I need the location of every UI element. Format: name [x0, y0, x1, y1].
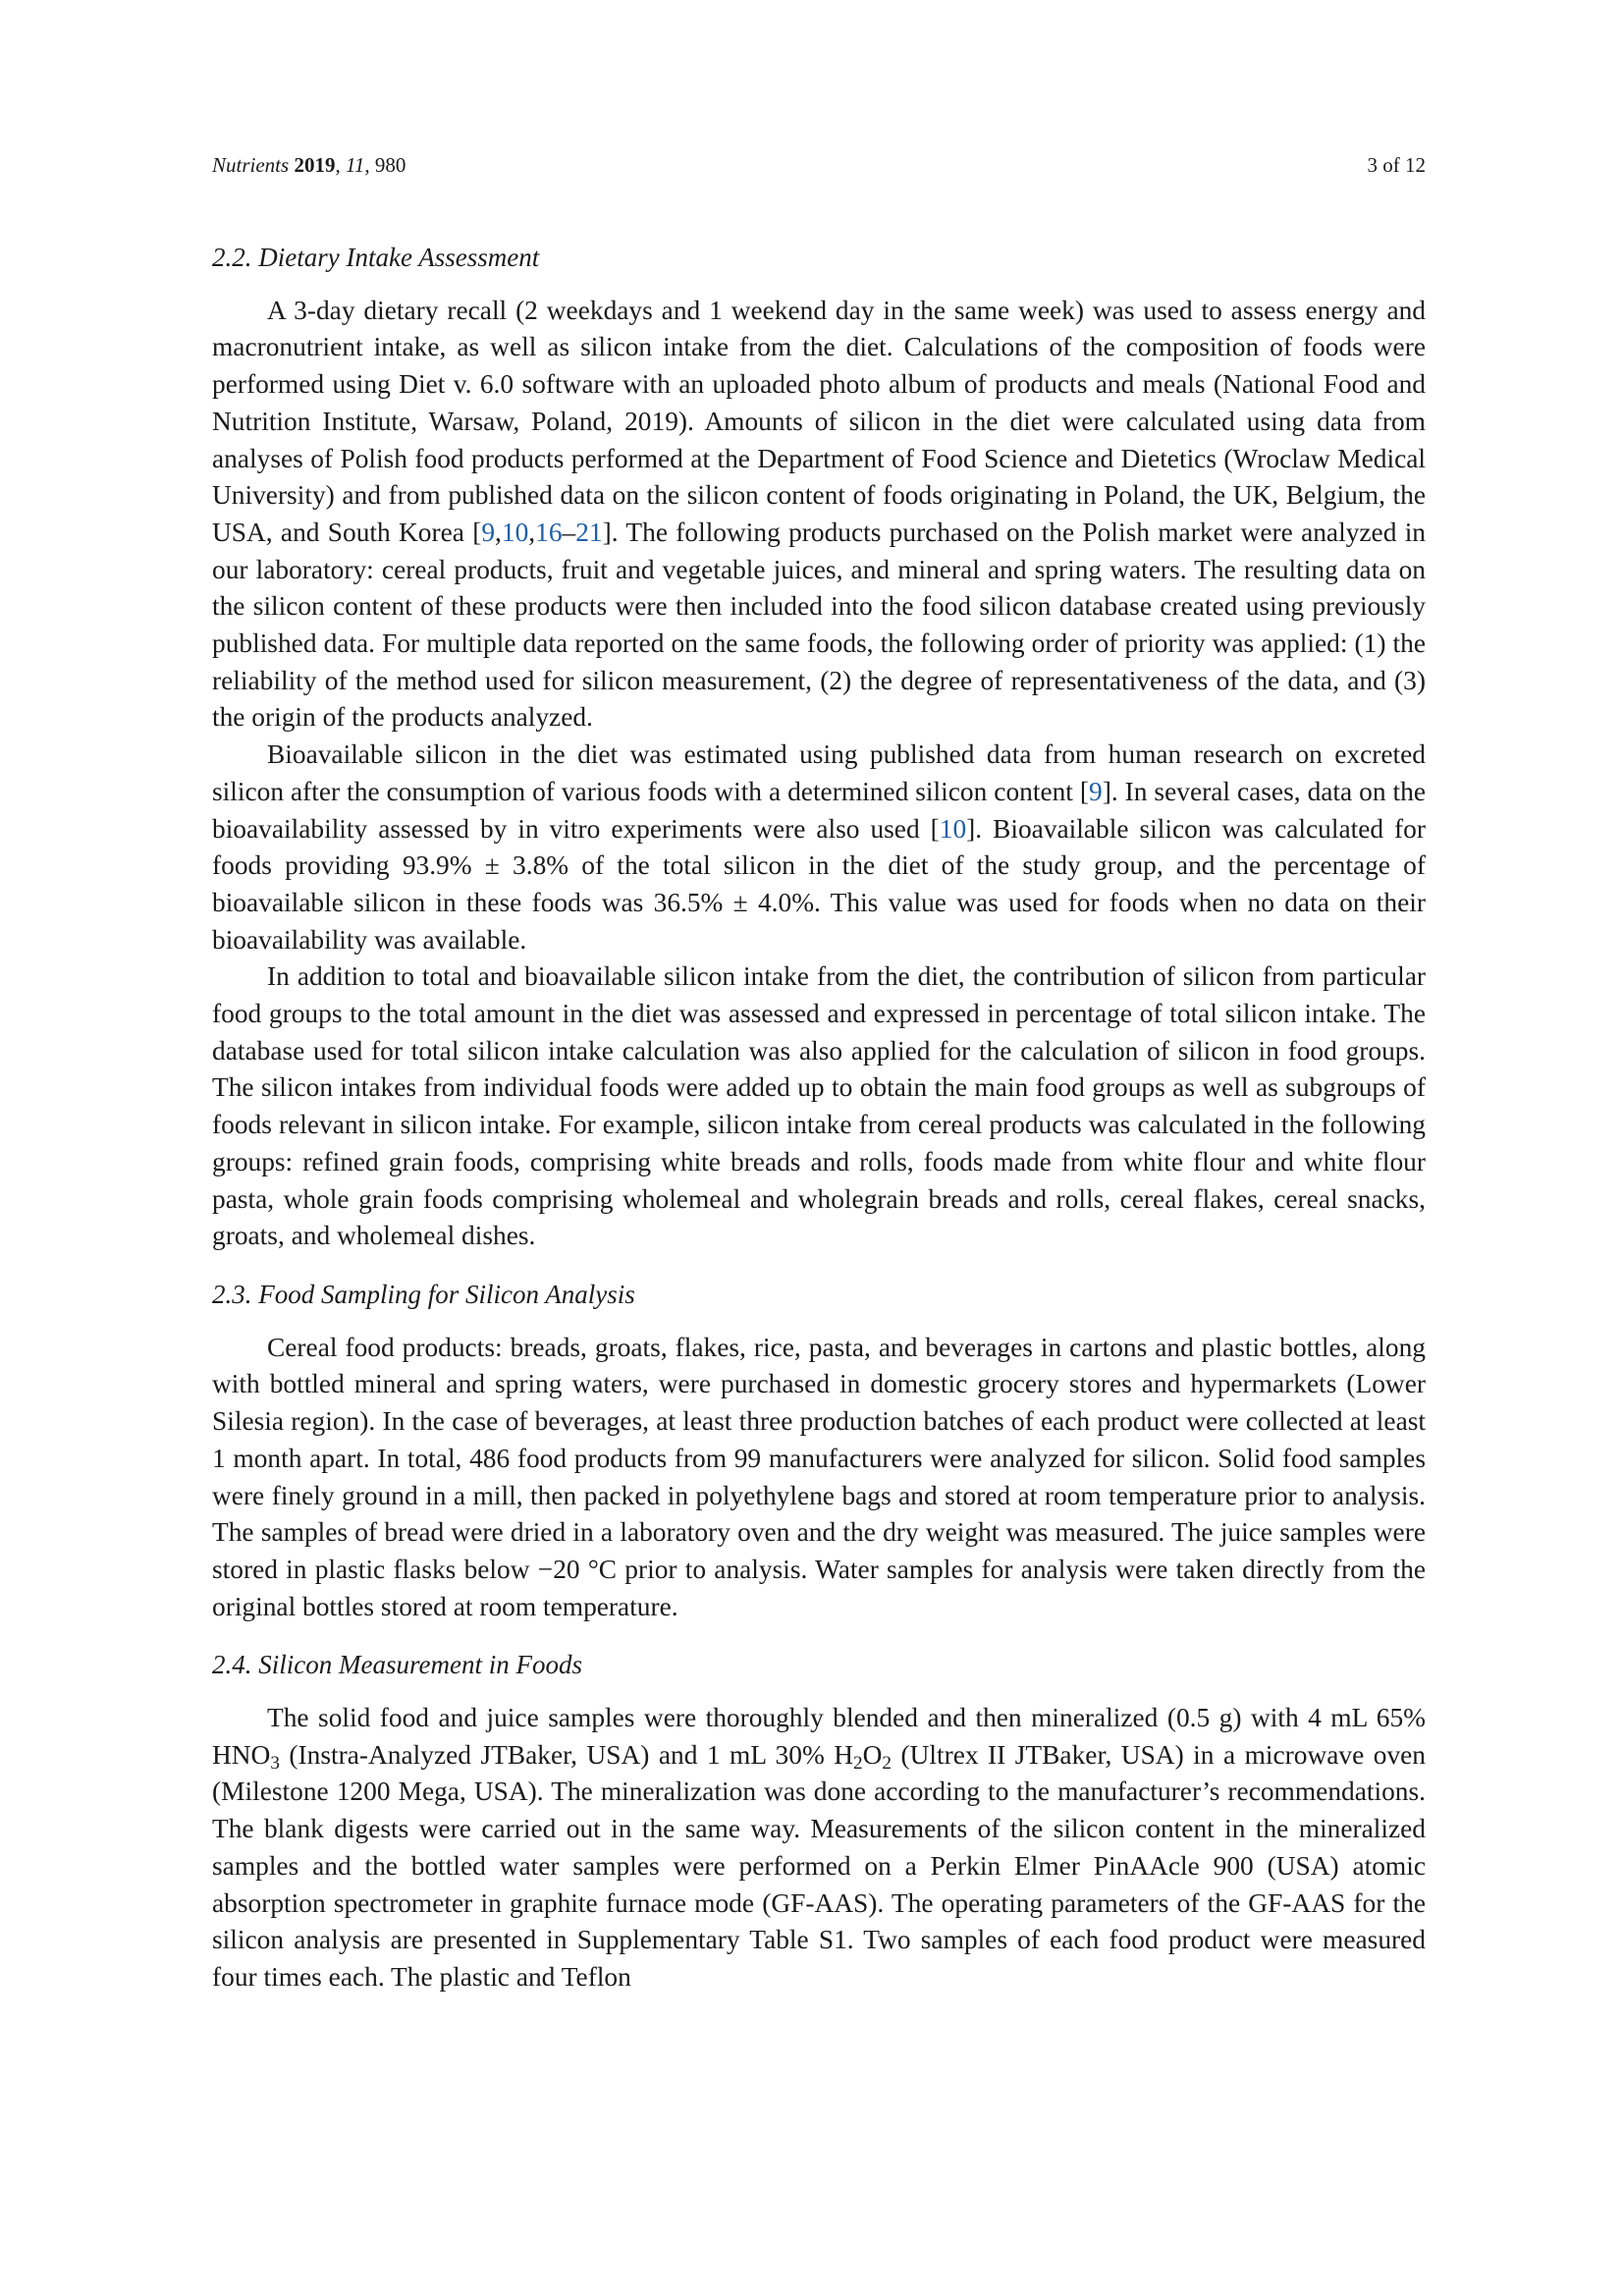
citation-link[interactable]: 10	[939, 813, 967, 844]
section-heading-2-4: 2.4. Silicon Measurement in Foods	[212, 1650, 582, 1680]
citation-link[interactable]: 21	[575, 517, 603, 547]
text-run: The solid food and juice samples were thoroughly blended and then mineralized (0.5 g) with 4 mL 65% HNO	[212, 1703, 1426, 1770]
text-run: A 3-day dietary recall (2 weekdays and 1 weekend day in the same week) was used to assess energy and macronutrient intake, as well as silicon intake from the diet. Calculations of the composition of foods were performed using Diet v. 6.0 software with an uploaded photo album of products and meals (National Food and Nutrition Institute, Warsaw, Poland, 2019). Amounts of silicon in the diet were calculated using data from analyses of Polish food products performed at the Department of Food Science and Dietetics (Wroclaw Medical University) and from published data on the silicon content of foods originating in Poland, the UK, Belgium, the USA, and South Korea [	[212, 295, 1426, 547]
text-run: O	[862, 1739, 883, 1770]
journal-year: 2019	[294, 153, 336, 177]
section-heading-2-3: 2.3. Food Sampling for Silicon Analysis	[212, 1279, 635, 1309]
section-heading-2-2: 2.2. Dietary Intake Assessment	[212, 243, 540, 272]
journal-citation: Nutrients 2019, 11, 980	[212, 153, 406, 177]
text-run: ]. Bioavailable silicon was calculated for foods providing 93.9% ± 3.8% of the total silicon in the diet of the study group, and the percentage of bioavailable silicon in these foods was 36.5% ± 4.0%. This value was used for foods when no data on their bioavailability was available.	[212, 813, 1426, 955]
subscript: 2	[882, 1752, 892, 1774]
subscript: 2	[853, 1752, 863, 1774]
text-run: ]. The following products purchased on the Polish market were analyzed in our laboratory: cereal products, fruit and vegetable juices, and mineral and spring waters. The resulting data on the silicon content of these products were then included into the food silicon database created using previously published data. For multiple data reported on the same foods, the following order of priority was applied: (1) the reliability of the method used for silicon measurement, (2) the degree of representativeness of the data, and (3) the origin of the products analyzed.	[212, 517, 1427, 733]
citation-link[interactable]: 9	[1089, 776, 1103, 806]
text-run: (Instra-Analyzed JTBaker, USA) and 1 mL 30% H	[279, 1739, 854, 1770]
page-body	[212, 240, 1426, 1996]
text-run: (Ultrex II JTBaker, USA) in a microwave oven (Milestone 1200 Mega, USA). The mineralization was done according to the manufacturer’s recommendations. The blank digests were carried out in the same way. Measurements of the silicon content in the mineralized samples and the bottled water samples were performed on a Perkin Elmer PinAAcle 900 (USA) atomic absorption spectrometer in graphite furnace mode (GF-AAS). The operating parameters of the GF-AAS for the silicon analysis are presented in Supplementary Table S1. Two samples of each food product were measured four times each. The plastic and Teflon	[212, 1739, 1427, 1992]
subscript: 3	[270, 1752, 280, 1774]
running-header	[212, 150, 1426, 180]
journal-article: 980	[374, 153, 406, 177]
journal-name: Nutrients	[212, 153, 290, 177]
paragraph	[212, 737, 1426, 958]
journal-volume: 11	[345, 153, 365, 177]
citation-link[interactable]: 9	[481, 517, 496, 547]
page-number: 3 of 12	[1367, 153, 1426, 177]
citation-link[interactable]: 10	[501, 517, 529, 547]
citation-link[interactable]: 16	[535, 517, 563, 547]
text-run: ]. In several cases, data on the bioavailability assessed by in vitro experiments were also used [	[212, 776, 1426, 844]
paragraph	[212, 1700, 1426, 1996]
paragraph: Cereal food products: breads, groats, flakes, rice, pasta, and beverages in cartons and plastic bottles, along with bottled mineral and spring waters, were purchased in domestic grocery stores and hypermarkets (Lower Silesia region). In the case of beverages, at least three production batches of each product were collected at least 1 month apart. In total, 486 food products from 99 manufacturers were analyzed for silicon. Solid food samples were finely ground in a mill, then packed in polyethylene bags and stored at room temperature prior to analysis. The samples of bread were dried in a laboratory oven and the dry weight was measured. The juice samples were stored in plastic flasks below −20 °C prior to analysis. Water samples for analysis were taken directly from the original bottles stored at room temperature.	[212, 1332, 1426, 1621]
paragraph: A 3-day dietary recall (2 weekdays and 1 weekend day in the same week) was used to assess energy and macronutrient intake, as well as silicon intake from the diet. Calculations of the composition of foods were performed using Diet v. 6.0 software with an uploaded photo album of products and meals (National Food and Nutrition Institute, Warsaw, Poland, 2019). Amounts of silicon in the diet were calculated using data from analyses of Polish food products performed at the Department of Food Science and Dietetics (Wroclaw Medical University) and from published data on the silicon content of foods originating in Poland, the UK, Belgium, the USA, and South Korea [9,10,16–21]. The following products purchased on the Polish market were analyzed in our laboratory: cereal products, fruit and vegetable juices, and mineral and spring waters. The resulting data on the silicon content of these products were then included into the food silicon database created using previously published data. For multiple data reported on the same foods, the following order of priority was applied: (1) the reliability of the method used for silicon measurement, (2) the degree of representativeness of the data, and (3) the origin of the products analyzed.	[212, 295, 1427, 733]
paragraph: In addition to total and bioavailable silicon intake from the diet, the contribution of silicon from particular food groups to the total amount in the diet was assessed and expressed in percentage of total silicon intake. The database used for total silicon intake calculation was also applied for the calculation of silicon in food groups. The silicon intakes from individual foods were added up to obtain the main food groups as well as subgroups of foods relevant in silicon intake. For example, silicon intake from cereal products was calculated in the following groups: refined grain foods, comprising white breads and rolls, foods made from white flour and white flour pasta, whole grain foods comprising wholemeal and wholegrain breads and rolls, cereal flakes, cereal snacks, groats, and wholemeal dishes.	[212, 961, 1426, 1251]
text-run: Bioavailable silicon in the diet was estimated using published data from human research on excreted silicon after the consumption of various foods with a determined silicon content [	[212, 739, 1426, 806]
